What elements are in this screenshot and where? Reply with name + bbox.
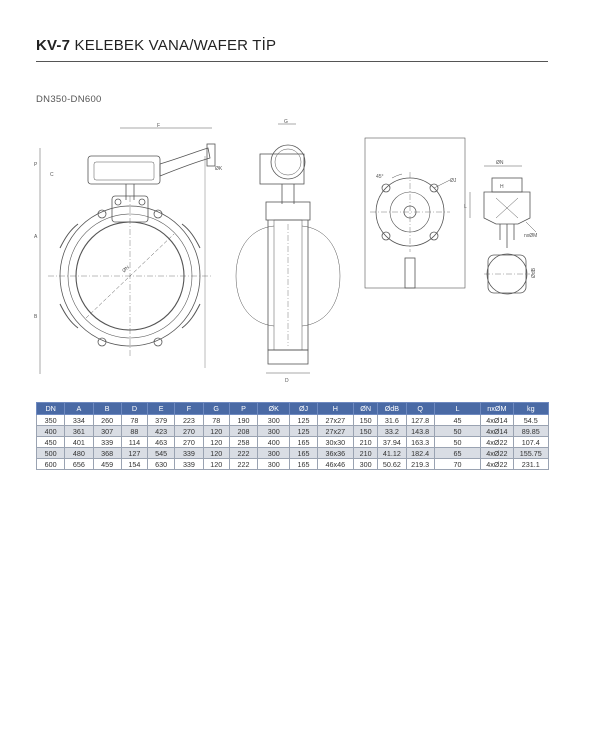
dim-a: A	[34, 234, 38, 240]
table-cell: 150	[354, 426, 378, 437]
dim-d: D	[285, 378, 289, 384]
table-cell: 4xØ22	[481, 459, 513, 470]
table-cell: 339	[93, 437, 121, 448]
table-cell: 339	[175, 459, 203, 470]
dim-on: ØN	[496, 160, 504, 166]
col-odb: ØdB	[378, 403, 406, 415]
table-cell: 656	[65, 459, 93, 470]
shaft-detail	[464, 160, 537, 294]
table-cell: 120	[203, 437, 229, 448]
table-header-row	[37, 403, 549, 415]
table-cell: 463	[148, 437, 175, 448]
col-on: ØN	[354, 403, 378, 415]
table-cell: 143.8	[406, 426, 434, 437]
title-divider	[36, 61, 548, 62]
table-body	[37, 415, 549, 470]
col-b: B	[93, 403, 121, 415]
table-cell: 50	[434, 426, 480, 437]
table-cell: 45	[434, 415, 480, 426]
table-cell: 163.3	[406, 437, 434, 448]
table-cell: 223	[175, 415, 203, 426]
dim-g: G	[284, 119, 288, 125]
product-code: KV-7	[36, 37, 71, 54]
col-f: F	[175, 403, 203, 415]
table-cell: 350	[37, 415, 65, 426]
col-nxom: nxØM	[481, 403, 513, 415]
table-row	[37, 437, 549, 448]
table-cell: 600	[37, 459, 65, 470]
table-cell: 450	[37, 437, 65, 448]
table-cell: 120	[203, 426, 229, 437]
table-cell: 120	[203, 459, 229, 470]
table-cell: 155.75	[513, 448, 548, 459]
table-cell: 545	[148, 448, 175, 459]
table-cell: 165	[290, 448, 317, 459]
dim-angle: 45°	[376, 174, 384, 180]
col-e: E	[148, 403, 175, 415]
front-view	[34, 123, 223, 374]
table-cell: 125	[290, 415, 317, 426]
col-g: G	[203, 403, 229, 415]
table-cell: 4xØ14	[481, 426, 513, 437]
table-cell: 339	[175, 448, 203, 459]
col-dn: DN	[37, 403, 65, 415]
table-cell: 222	[229, 448, 257, 459]
table-cell: 500	[37, 448, 65, 459]
table-cell: 190	[229, 415, 257, 426]
table-cell: 46x46	[317, 459, 353, 470]
col-p: P	[229, 403, 257, 415]
table-cell: 70	[434, 459, 480, 470]
dim-b: B	[34, 314, 38, 320]
table-cell: 401	[65, 437, 93, 448]
table-cell: 50.62	[378, 459, 406, 470]
dim-odb: ØdB	[531, 267, 537, 278]
table-row	[37, 426, 549, 437]
table-cell: 260	[93, 415, 121, 426]
table-cell: 379	[148, 415, 175, 426]
table-cell: 36x36	[317, 448, 353, 459]
dim-ok: ØK	[215, 166, 223, 172]
table-cell: 300	[258, 426, 290, 437]
table-cell: 4xØ22	[481, 448, 513, 459]
table-cell: 480	[65, 448, 93, 459]
col-oj: ØJ	[290, 403, 317, 415]
table-cell: 400	[258, 437, 290, 448]
table-row	[37, 459, 549, 470]
page-title	[36, 37, 276, 54]
table-cell: 334	[65, 415, 93, 426]
table-cell: 182.4	[406, 448, 434, 459]
table-cell: 300	[258, 459, 290, 470]
flange-view	[365, 138, 465, 288]
dim-p: P	[34, 162, 38, 168]
table-cell: 41.12	[378, 448, 406, 459]
table-cell: 258	[229, 437, 257, 448]
side-view	[236, 119, 340, 384]
table-cell: 208	[229, 426, 257, 437]
table-cell: 459	[93, 459, 121, 470]
table-cell: 423	[148, 426, 175, 437]
dim-nxom: nxØM	[524, 233, 538, 239]
table-cell: 210	[354, 448, 378, 459]
table-cell: 50	[434, 437, 480, 448]
table-cell: 114	[121, 437, 147, 448]
table-cell: 127	[121, 448, 147, 459]
table-cell: 78	[121, 415, 147, 426]
table-cell: 150	[354, 415, 378, 426]
table-cell: 27x27	[317, 415, 353, 426]
table-cell: 54.5	[513, 415, 548, 426]
table-cell: 78	[203, 415, 229, 426]
table-cell: 27x27	[317, 426, 353, 437]
table-cell: 30x30	[317, 437, 353, 448]
col-ok: ØK	[258, 403, 290, 415]
dim-c: C	[50, 172, 54, 178]
table-cell: 165	[290, 437, 317, 448]
table-cell: 89.85	[513, 426, 548, 437]
table-cell: 270	[175, 426, 203, 437]
col-d: D	[121, 403, 147, 415]
table-cell: 165	[290, 459, 317, 470]
col-l: L	[434, 403, 480, 415]
table-cell: 4xØ22	[481, 437, 513, 448]
table-cell: 4xØ14	[481, 415, 513, 426]
table-cell: 270	[175, 437, 203, 448]
table-cell: 361	[65, 426, 93, 437]
table-cell: 31.6	[378, 415, 406, 426]
table-cell: 300	[258, 415, 290, 426]
col-q: Q	[406, 403, 434, 415]
table-row	[37, 415, 549, 426]
table-cell: 368	[93, 448, 121, 459]
table-cell: 88	[121, 426, 147, 437]
technical-drawing	[30, 118, 550, 393]
col-kg: kg	[513, 403, 548, 415]
dim-f: F	[157, 123, 161, 129]
table-cell: 210	[354, 437, 378, 448]
table-cell: 120	[203, 448, 229, 459]
table-cell: 107.4	[513, 437, 548, 448]
product-name: KELEBEK VANA/WAFER TİP	[74, 37, 277, 54]
dimensions-table	[36, 402, 549, 470]
table-row	[37, 448, 549, 459]
table-cell: 231.1	[513, 459, 548, 470]
table-cell: 300	[258, 448, 290, 459]
svg-text:ØN: ØN	[121, 264, 131, 275]
table-cell: 307	[93, 426, 121, 437]
table-cell: 222	[229, 459, 257, 470]
table-cell: 300	[354, 459, 378, 470]
table-cell: 33.2	[378, 426, 406, 437]
table-cell: 219.3	[406, 459, 434, 470]
table-cell: 400	[37, 426, 65, 437]
dim-oj: ØJ	[450, 178, 457, 184]
table-cell: 125	[290, 426, 317, 437]
table-cell: 127.8	[406, 415, 434, 426]
table-cell: 37.94	[378, 437, 406, 448]
table-cell: 154	[121, 459, 147, 470]
dim-l: L	[464, 204, 467, 210]
size-range: DN350-DN600	[36, 94, 102, 105]
dim-h: H	[500, 184, 504, 190]
col-a: A	[65, 403, 93, 415]
table-cell: 65	[434, 448, 480, 459]
table-cell: 630	[148, 459, 175, 470]
col-h: H	[317, 403, 353, 415]
